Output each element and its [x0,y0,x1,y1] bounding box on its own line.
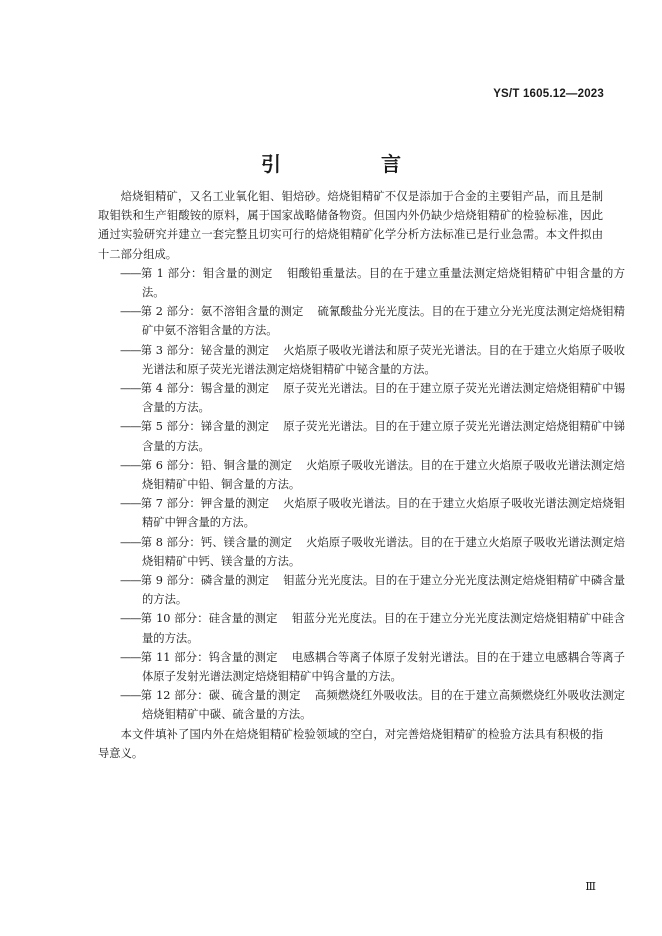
part-purpose: 目的在于建立分光光度法测定焙烧钼精矿中磷含量的方法。 [142,574,625,607]
part-title: 第 4 部分：锡含量的测定 [140,382,270,396]
part-dash: —— [120,458,141,472]
part-title: 第 3 部分：铋含量的测定 [140,343,270,357]
part-item [120,494,625,532]
document-body [98,187,625,763]
part-dash: —— [120,497,141,511]
part-title: 第 10 部分：硅含量的测定 [140,612,278,626]
part-method: 火焰原子吸收光谱法。 [283,497,398,511]
part-purpose: 目的在于建立火焰原子吸收光谱法测定焙烧钼精矿中钙、镁含量的方法。 [142,535,625,568]
parts-list [98,264,625,725]
part-item [120,341,625,379]
part-dash: —— [120,650,141,664]
part-title: 第 1 部分：钼含量的测定 [140,266,273,280]
part-purpose: 目的在于建立原子荧光光谱法测定焙烧钼精矿中锡含量的方法。 [142,382,625,415]
part-dash: —— [120,574,141,588]
part-purpose: 目的在于建立高频燃烧红外吸收法测定焙烧钼精矿中碳、硫含量的方法。 [142,689,625,722]
part-purpose: 目的在于建立火焰原子吸收光谱法测定焙烧钼精矿中铅、铜含量的方法。 [142,458,625,492]
part-title: 第 9 部分：磷含量的测定 [140,574,270,588]
part-item [120,533,625,571]
part-item [120,379,625,417]
part-dash: —— [120,343,141,357]
part-title: 第 6 部分：铅、铜含量的测定 [140,458,292,472]
page-number: Ⅲ [585,880,596,893]
part-title: 第 5 部分：锑含量的测定 [140,420,270,434]
part-item [120,417,625,455]
part-method: 钼蓝分光光度法。 [283,574,375,588]
part-purpose: 目的在于建立原子荧光光谱法测定焙烧钼精矿中锑含量的方法。 [142,420,625,453]
part-method: 原子荧光光谱法。 [283,382,375,396]
part-item [120,456,625,494]
part-dash: —— [120,535,141,549]
part-method: 火焰原子吸收光谱法。 [305,535,420,549]
part-method: 电感耦合等离子体原子发射光谱法。 [291,650,476,664]
part-dash: —— [120,382,141,396]
part-item [120,609,625,647]
part-method: 原子荧光光谱法。 [283,420,375,434]
part-purpose: 目的在于建立分光光度法测定焙烧钼精矿中硅含量的方法。 [142,612,625,645]
part-dash: —— [120,305,141,319]
part-dash: —— [120,612,141,626]
part-title: 第 7 部分：钾含量的测定 [140,497,270,511]
page-title: 引 言 [261,152,441,176]
part-dash: —— [120,689,141,703]
part-dash: —— [120,266,141,280]
part-title: 第 8 部分：钙、镁含量的测定 [140,535,292,549]
standard-code: YS/T 1605.12—2023 [493,88,604,100]
part-item [120,686,625,724]
part-item [120,302,625,340]
part-purpose: 目的在于建立重量法测定焙烧钼精矿中钼含量的方法。 [142,266,625,300]
part-method: 硫氰酸盐分光光度法。 [317,305,432,319]
part-purpose: 目的在于建立分光光度法测定焙烧钼精矿中氨不溶钼含量的方法。 [142,305,625,338]
part-title: 第 2 部分：氨不溶钼含量的测定 [140,305,304,319]
part-purpose: 目的在于建立电感耦合等离子体原子发射光谱法测定焙烧钼精矿中钨含量的方法。 [142,650,625,684]
part-method: 钼酸铅重量法。 [286,266,369,280]
part-title: 第 11 部分：钨含量的测定 [140,650,278,664]
part-dash: —— [120,420,141,434]
part-method: 火焰原子吸收光谱法和原子荧光光谱法。 [283,343,489,357]
part-purpose: 目的在于建立火焰原子吸收光谱法和原子荧光光谱法测定焙烧钼精矿中铋含量的方法。 [142,343,625,376]
part-method: 火焰原子吸收光谱法。 [305,458,420,472]
part-item [120,264,625,302]
closing-paragraph: 本文件填补了国内外在焙烧钼精矿检验领域的空白，对完善焙烧钼精矿的检验方法具有积极的指导意义。 [98,727,603,760]
part-item [120,648,625,686]
part-item [120,571,625,609]
intro-paragraph: 焙烧钼精矿，又名工业氧化钼、钼焙砂。焙烧钼精矿不仅是添加于合金的主要钼产品，而且是制取钼铁和生产钼酸铵的原料，属于国家战略储备物资。但国内外仍缺少焙烧钼精矿的检验标准，因此通过实验研究并建立一套完整且切实可行的焙烧钼精矿化学分析方法标准已是行业急需。本文件拟由十二部分组成。 [98,190,603,261]
part-method: 钼蓝分光光度法。 [291,612,384,626]
part-purpose: 目的在于建立火焰原子吸收光谱法测定焙烧钼精矿中钾含量的方法。 [142,497,625,530]
part-method: 高频燃烧红外吸收法。 [314,689,430,703]
part-title: 第 12 部分：碳、硫含量的测定 [140,689,301,703]
